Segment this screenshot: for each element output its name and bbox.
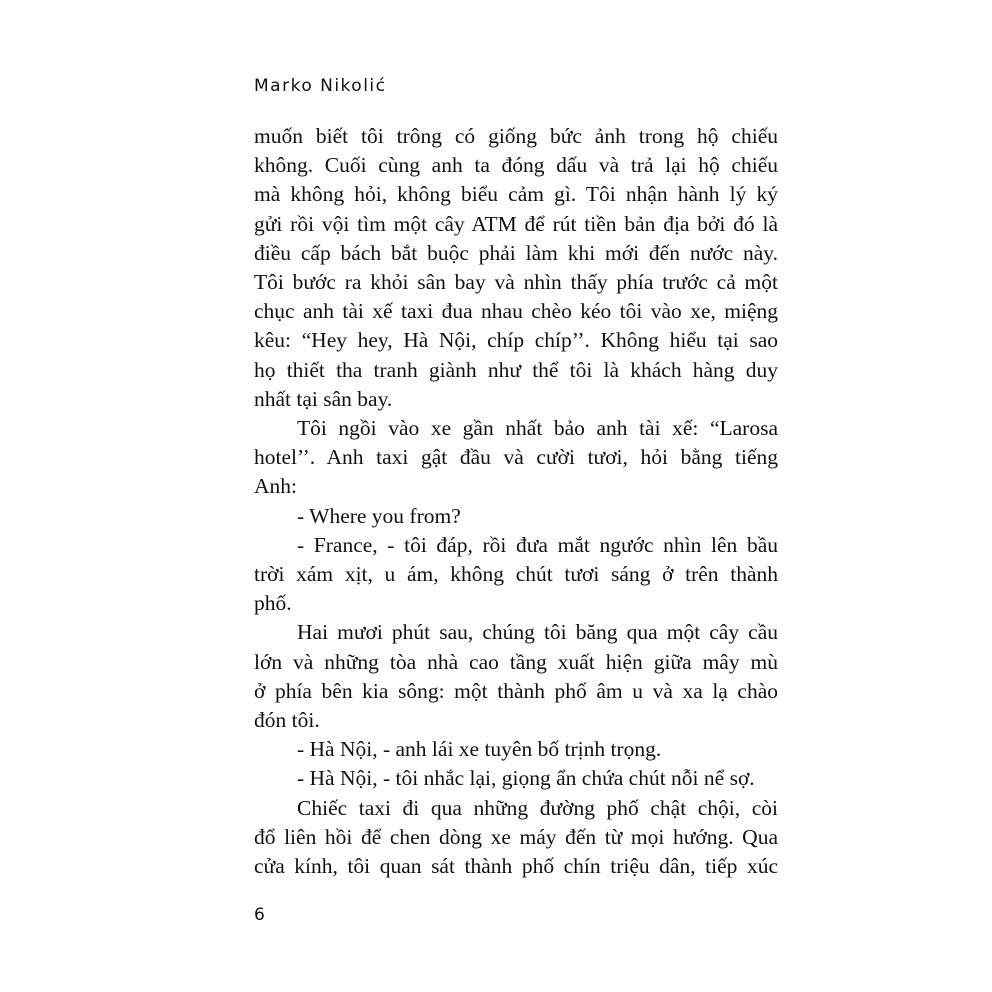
text-line: phố. [254, 591, 292, 616]
dialogue-line: - Where you from? [297, 503, 461, 528]
text-line: cửa kính, tôi quan sát thành phố chín triệu dân, tiếp xúc [254, 854, 778, 879]
text-line: đổ liên hồi để chen dòng xe máy đến từ mọi hướng. Qua [254, 824, 778, 849]
page-number: 6 [254, 905, 265, 925]
text-line: đón tôi. [254, 708, 320, 733]
text-line: nhất tại sân bay. [254, 386, 393, 411]
text-line: không. Cuối cùng anh ta đóng dấu và trả lại hộ chiếu [254, 153, 778, 178]
text-line: gửi rồi vội tìm một cây ATM để rút tiền bản địa bởi đó là [254, 211, 778, 236]
text-line: ở phía bên kia sông: một thành phố âm u và xa lạ chào [254, 678, 778, 703]
text-line: chục anh tài xế taxi đua nhau chèo kéo tôi vào xe, miệng [254, 299, 778, 324]
text-line: Tôi ngồi vào xe gần nhất bảo anh tài xế: “Larosa [297, 416, 778, 441]
dialogue-line: - Hà Nội, - anh lái xe tuyên bố trịnh trọng. [297, 737, 662, 762]
running-header-author: Marko Nikolić [254, 76, 387, 96]
text-line: kêu: “Hey hey, Hà Nội, chíp chíp’’. Không hiểu tại sao [254, 328, 778, 353]
text-line: họ thiết tha tranh giành như thể tôi là khách hàng duy [254, 357, 778, 382]
text-line: trời xám xịt, u ám, không chút tươi sáng ở trên thành [254, 562, 778, 587]
text-line: điều cấp bách bắt buộc phải làm khi mới đến nước này. [254, 240, 778, 265]
dialogue-line: - France, - tôi đáp, rồi đưa mắt ngước nhìn lên bầu [297, 532, 778, 557]
text-line: muốn biết tôi trông có giống bức ảnh trong hộ chiếu [254, 124, 778, 148]
text-line: Anh: [254, 474, 297, 499]
body-text [254, 122, 778, 881]
text-line: lớn và những tòa nhà cao tầng xuất hiện giữa mây mù [254, 649, 778, 674]
text-line: mà không hỏi, không biểu cảm gì. Tôi nhận hành lý ký [254, 182, 778, 207]
text-line: Hai mươi phút sau, chúng tôi băng qua một cây cầu [297, 620, 778, 645]
dialogue-line: - Hà Nội, - tôi nhắc lại, giọng ẩn chứa chút nỗi nể sợ. [297, 766, 755, 791]
text-line: Chiếc taxi đi qua những đường phố chật chội, còi [297, 795, 778, 820]
text-line: hotel’’. Anh taxi gật đầu và cười tươi, hỏi bằng tiếng [254, 445, 778, 470]
text-line: Tôi bước ra khỏi sân bay và nhìn thấy phía trước cả một [254, 270, 778, 295]
